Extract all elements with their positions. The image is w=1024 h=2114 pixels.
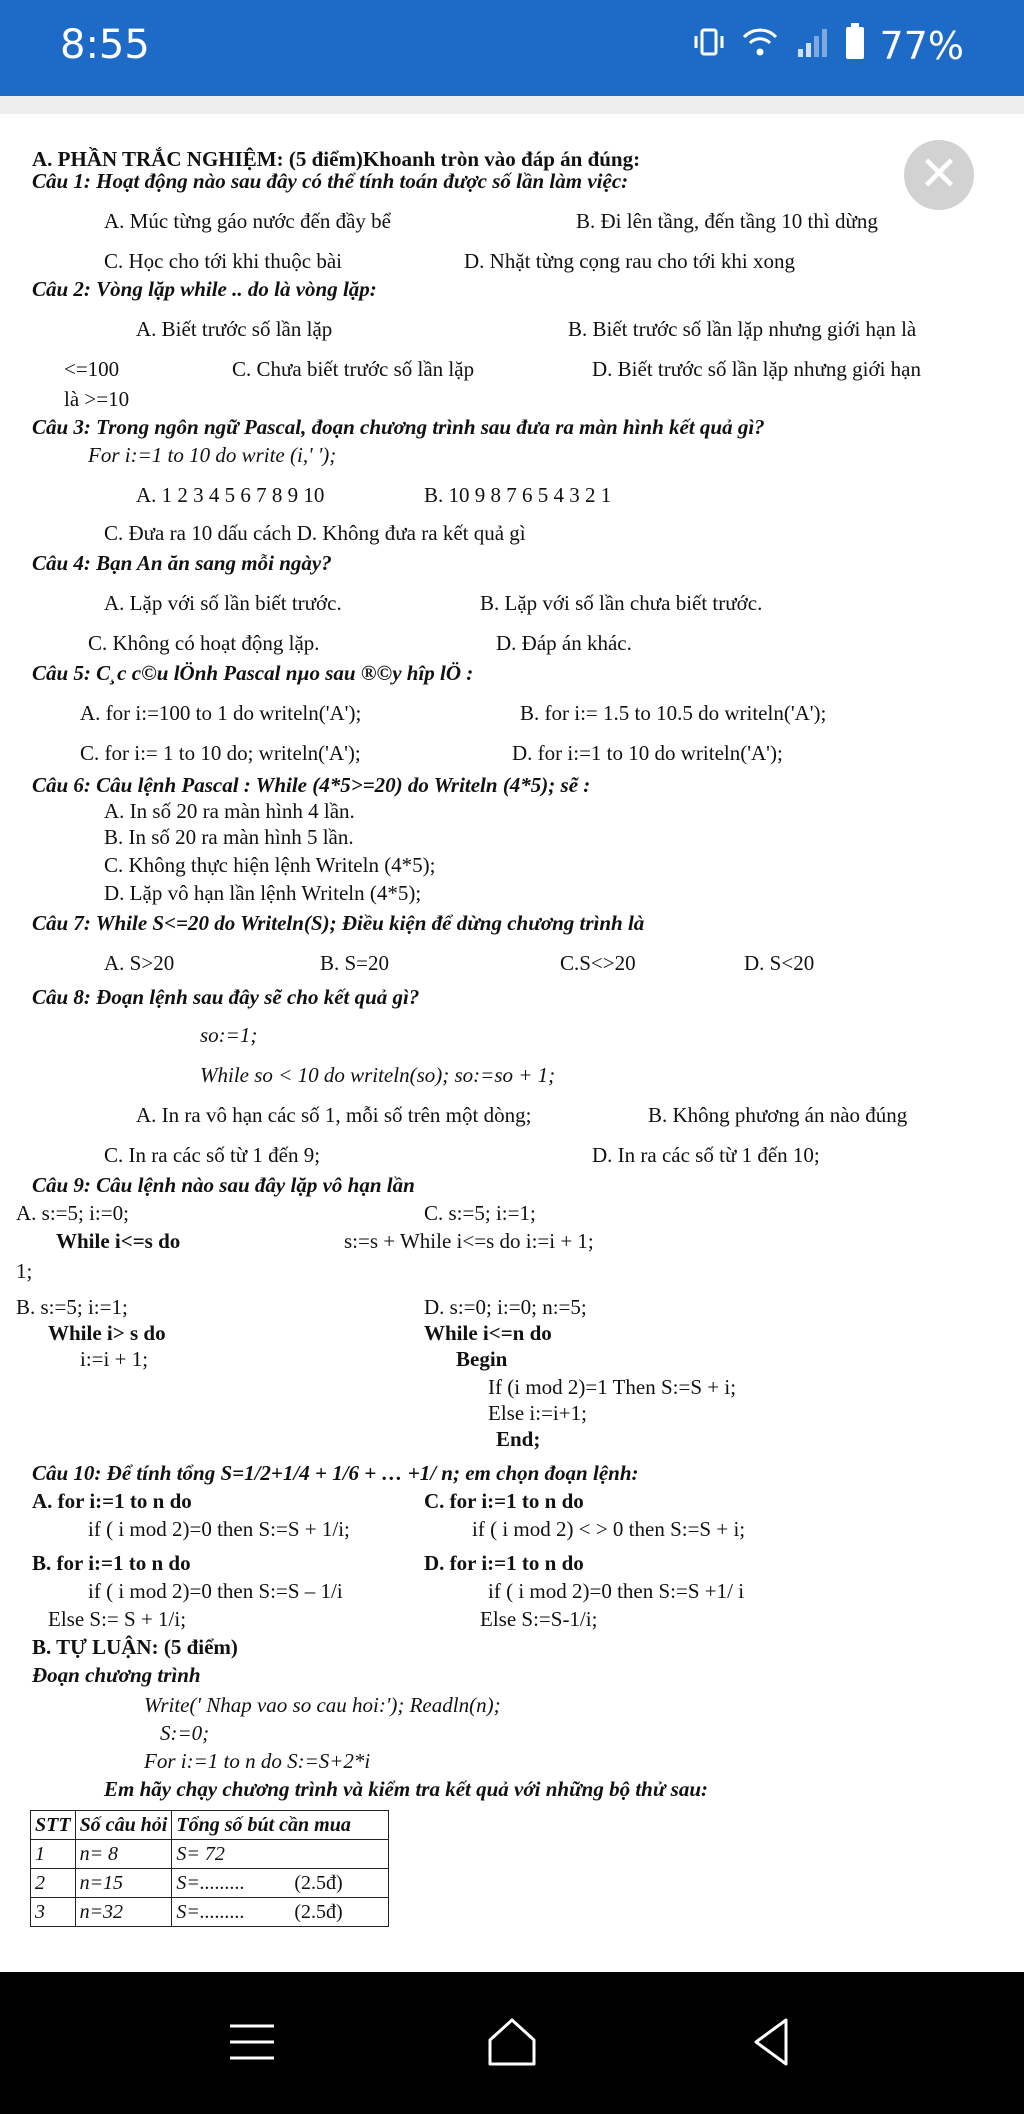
table-cell (290, 1840, 389, 1869)
table-header-stt: STT (31, 1811, 76, 1840)
recents-button[interactable] (222, 2012, 282, 2072)
q2-option-a: A. Biết trước số lần lặp (136, 317, 333, 341)
q3-code: For i:=1 to 10 do write (i,' '); (88, 443, 337, 467)
q2-option-c: C. Chưa biết trước số lần lặp (232, 357, 475, 381)
q9-d-if: If (i mod 2)=1 Then S:=S + i; (488, 1375, 737, 1399)
table-row (31, 1898, 389, 1927)
wifi-icon (740, 24, 780, 68)
question-1: Câu 1: Hoạt động nào sau đây có thể tính toán được số lần làm việc: (32, 169, 629, 193)
q9-c-cont: 1; (16, 1259, 33, 1283)
q1-option-c: C. Học cho tới khi thuộc bài (104, 249, 342, 273)
q9-a-while: While i<=s do (56, 1229, 181, 1253)
navigation-bar (0, 1972, 1024, 2114)
table-cell: S=......... (172, 1898, 291, 1927)
recents-icon (222, 2012, 282, 2072)
program-line-2: S:=0; (160, 1721, 210, 1745)
table-cell: 2 (31, 1869, 76, 1898)
q8-option-c: C. In ra các số từ 1 đến 9; (104, 1143, 321, 1167)
status-bar (0, 0, 1024, 96)
q10-a-body: if ( i mod 2)=0 then S:=S + 1/i; (88, 1517, 350, 1541)
table-cell: S= 72 (172, 1840, 291, 1869)
q2-option-d: D. Biết trước số lần lặp nhưng giới hạn (592, 357, 922, 381)
q10-option-a: A. for i:=1 to n do (32, 1489, 192, 1513)
q9-b-body: i:=i + 1; (80, 1347, 149, 1371)
table-row (31, 1840, 389, 1869)
q3-option-cd: C. Đưa ra 10 dấu cách D. Không đưa ra kết quả gì (104, 521, 526, 545)
q4-option-c: C. Không có hoạt động lặp. (88, 631, 320, 655)
q7-option-b: B. S=20 (320, 951, 390, 975)
q9-c-code: s:=s + While i<=s do i:=i + 1; (344, 1229, 594, 1253)
question-6: Câu 6: Câu lệnh Pascal : While (4*5>=20) do Writeln (4*5); sẽ : (32, 773, 591, 797)
q10-d-else: Else S:=S-1/i; (480, 1607, 598, 1631)
q6-option-a: A. In số 20 ra màn hình 4 lần. (104, 799, 355, 823)
q9-option-b: B. s:=5; i:=1; (16, 1295, 128, 1319)
program-line-3: For i:=1 to n do S:=S+2*i (144, 1749, 371, 1773)
q10-b-else: Else S:= S + 1/i; (48, 1607, 187, 1631)
q10-c-body: if ( i mod 2) < > 0 then S:=S + i; (472, 1517, 746, 1541)
q7-option-c: C.S<>20 (560, 951, 636, 975)
program-heading: Đoạn chương trình (32, 1663, 201, 1687)
q1-option-d: D. Nhặt từng cọng rau cho tới khi xong (464, 249, 796, 273)
q9-option-a: A. s:=5; i:=0; (16, 1201, 129, 1225)
q1-option-b: B. Đi lên tầng, đến tầng 10 thì dừng (576, 209, 878, 233)
q8-option-a: A. In ra vô hạn các số 1, mỗi số trên một dòng; (136, 1103, 532, 1127)
back-button[interactable] (742, 2012, 802, 2072)
home-button[interactable] (482, 2012, 542, 2072)
table-header-questions: Số câu hỏi (75, 1811, 172, 1840)
q6-option-b: B. In số 20 ra màn hình 5 lần. (104, 825, 354, 849)
q5-option-a: A. for i:=100 to 1 do writeln('A'); (80, 701, 362, 725)
table-header (31, 1811, 389, 1840)
q6-option-c: C. Không thực hiện lệnh Writeln (4*5); (104, 853, 436, 877)
q9-option-c: C. s:=5; i:=1; (424, 1201, 536, 1225)
question-7: Câu 7: While S<=20 do Writeln(S); Điều kiện để dừng chương trình là (32, 911, 645, 935)
q2-option-b: B. Biết trước số lần lặp nhưng giới hạn là (568, 317, 917, 341)
test-table (30, 1810, 389, 1927)
table-cell: n=32 (75, 1898, 172, 1927)
question-10: Câu 10: Để tính tổng S=1/2+1/4 + 1/6 + … +1/ n; em chọn đoạn lệnh: (32, 1461, 639, 1485)
program-line-1: Write(' Nhap vao so cau hoi:'); Readln(n); (144, 1693, 501, 1717)
table-cell: n=15 (75, 1869, 172, 1898)
status-icons (692, 22, 964, 69)
question-5: Câu 5: C¸c c©u lÖnh Pascal nµo sau ®©y hîp lÖ : (32, 661, 474, 685)
q8-option-d: D. In ra các số từ 1 đến 10; (592, 1143, 820, 1167)
q10-option-b: B. for i:=1 to n do (32, 1551, 191, 1575)
q4-option-b: B. Lặp với số lần chưa biết trước. (480, 591, 763, 615)
question-3: Câu 3: Trong ngôn ngữ Pascal, đoạn chương trình sau đưa ra màn hình kết quả gì? (32, 415, 765, 439)
q9-d-else: Else i:=i+1; (488, 1401, 587, 1425)
signal-icon (794, 24, 830, 68)
vibrate-icon (692, 24, 726, 68)
q5-option-c: C. for i:= 1 to 10 do; writeln('A'); (80, 741, 361, 765)
q2-option-d-cont: là >=10 (64, 387, 130, 411)
q3-option-b: B. 10 9 8 7 6 5 4 3 2 1 (424, 483, 612, 507)
q9-option-d: D. s:=0; i:=0; n:=5; (424, 1295, 587, 1319)
q4-option-d: D. Đáp án khác. (496, 631, 632, 655)
table-cell: n= 8 (75, 1840, 172, 1869)
q10-option-d: D. for i:=1 to n do (424, 1551, 584, 1575)
q9-b-while: While i> s do (48, 1321, 166, 1345)
q5-option-b: B. for i:= 1.5 to 10.5 do writeln('A'); (520, 701, 827, 725)
status-time: 8:55 (60, 22, 150, 68)
separator (0, 96, 1024, 114)
table-row (31, 1869, 389, 1898)
section-a-title: A. PHẦN TRẮC NGHIỆM: (5 điểm)Khoanh tròn vào đáp án đúng: (32, 147, 641, 171)
back-icon (742, 2012, 802, 2072)
q10-b-body: if ( i mod 2)=0 then S:=S – 1/i (88, 1579, 343, 1603)
q2-option-b-cont: <=100 (64, 357, 120, 381)
table-cell: S=......... (172, 1869, 291, 1898)
question-2: Câu 2: Vòng lặp while .. do là vòng lặp: (32, 277, 377, 301)
close-button[interactable] (904, 140, 974, 210)
q1-option-a: A. Múc từng gáo nước đến đầy bể (104, 209, 391, 233)
q8-code-1: so:=1; (200, 1023, 258, 1047)
q4-option-a: A. Lặp với số lần biết trước. (104, 591, 342, 615)
table-header-pens: Tổng số bút cần mua (172, 1811, 389, 1840)
section-b-title: B. TỰ LUẬN: (5 điểm) (32, 1635, 238, 1659)
q9-d-end: End; (496, 1427, 541, 1451)
q8-code-2: While so < 10 do writeln(so); so:=so + 1; (200, 1063, 556, 1087)
q6-option-d: D. Lặp vô hạn lần lệnh Writeln (4*5); (104, 881, 422, 905)
q9-d-while: While i<=n do (424, 1321, 552, 1345)
q7-option-a: A. S>20 (104, 951, 175, 975)
q10-d-body: if ( i mod 2)=0 then S:=S +1/ i (488, 1579, 745, 1603)
table-cell: 3 (31, 1898, 76, 1927)
q10-option-c: C. for i:=1 to n do (424, 1489, 584, 1513)
question-9: Câu 9: Câu lệnh nào sau đây lặp vô hạn lần (32, 1173, 415, 1197)
table-cell: (2.5đ) (290, 1869, 389, 1898)
battery-icon (844, 22, 866, 69)
table-cell: (2.5đ) (290, 1898, 389, 1927)
battery-percent: 77% (879, 23, 964, 68)
question-4: Câu 4: Bạn An ăn sang mỗi ngày? (32, 551, 332, 575)
q9-d-begin: Begin (456, 1347, 508, 1371)
q8-option-b: B. Không phương án nào đúng (648, 1103, 908, 1127)
q3-option-a: A. 1 2 3 4 5 6 7 8 9 10 (136, 483, 325, 507)
task-instruction: Em hãy chạy chương trình và kiểm tra kết quả với những bộ thử sau: (104, 1777, 709, 1801)
q5-option-d: D. for i:=1 to 10 do writeln('A'); (512, 741, 783, 765)
table-cell: 1 (31, 1840, 76, 1869)
question-8: Câu 8: Đoạn lệnh sau đây sẽ cho kết quả gì? (32, 985, 420, 1009)
home-icon (482, 2012, 542, 2072)
close-icon: ✕ (918, 146, 960, 202)
q7-option-d: D. S<20 (744, 951, 815, 975)
